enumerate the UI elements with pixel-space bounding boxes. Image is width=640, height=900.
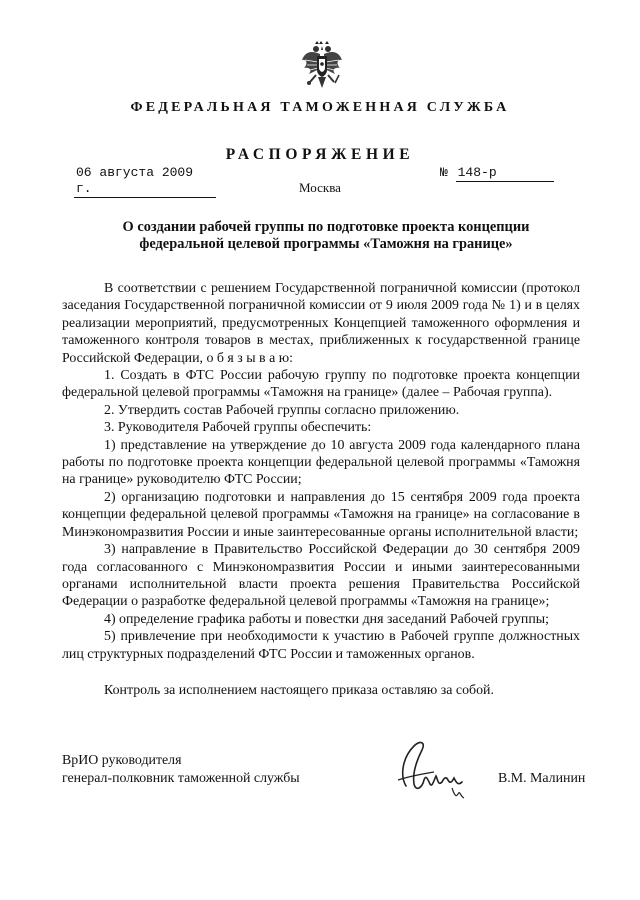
body-paragraph: В соответствии с решением Государственной пограничной комиссии (протокол заседания Государственной пограничной комиссии от 9 июля 2009 года № 1) и в целях реализации мероприятий, предусмотренных Концепцией таможенного оформления и таможенного контроля товаров в местах, приближенных к государственной границе Российской Федерации, о б я з ы в а ю: (62, 281, 580, 366)
body-paragraph: 1. Создать в ФТС России рабочую группу по подготовке проекта концепции федеральной целевой программы «Таможня на границе» (далее – Рабочая группа). (62, 368, 580, 401)
number-value: 148-р (456, 165, 554, 182)
document-date: 06 августа 2009 г. (74, 165, 216, 198)
number-prefix: № (440, 165, 448, 180)
document-type-heading: РАСПОРЯЖЕНИЕ (225, 146, 415, 163)
body-paragraph: 5) привлечение при необходимости к участию в Рабочей группе должностных лиц структурных подразделений ФТС России и таможенных органов. (62, 629, 580, 662)
document-body (62, 280, 580, 663)
position-line-2: генерал-полковник таможенной службы (62, 771, 300, 786)
body-paragraph: 4) определение графика работы и повестки дня заседаний Рабочей группы; (104, 611, 549, 627)
document-title (70, 219, 582, 253)
russian-emblem-icon (299, 40, 345, 92)
title-line-1: О создании рабочей группы по подготовке проекта концепции (122, 219, 530, 235)
body-paragraph: 1) представление на утверждение до 10 августа 2009 года календарного плана работы по подготовке проекта концепции федеральной целевой программы «Таможня на границе» руководителю ФТС России; (62, 437, 580, 488)
body-paragraph: 3. Руководителя Рабочей группы обеспечить: (104, 420, 372, 436)
document-city: Москва (299, 180, 341, 195)
body-paragraph: 3) направление в Правительство Российской Федерации до 30 сентября 2009 года согласованного с Минэкономразвития России и иными заинтересованными органами исполнительной власти проекта решения Правительства Российской Федерации о разработке федеральной целевой программы «Таможня на границе»; (62, 542, 580, 610)
signatory-position (62, 752, 300, 788)
control-statement: Контроль за исполнением настоящего приказа оставляю за собой. (104, 683, 494, 698)
agency-name: ФЕДЕРАЛЬНАЯ ТАМОЖЕННАЯ СЛУЖБА (130, 100, 510, 115)
title-line-2: федеральной целевой программы «Таможня на границе» (139, 236, 513, 252)
body-paragraph: 2. Утвердить состав Рабочей группы согласно приложению. (104, 402, 460, 418)
signature-icon (392, 736, 472, 802)
signatory-name: В.М. Малинин (498, 771, 586, 786)
body-paragraph: 2) организацию подготовки и направления до 15 сентября 2009 года проекта концепции федеральной целевой программы «Таможня на границе» на согласование в Минэкономразвития России и иные заинтересованные органы исполнительной власти; (62, 489, 580, 540)
position-line-1: ВрИО руководителя (62, 753, 182, 768)
